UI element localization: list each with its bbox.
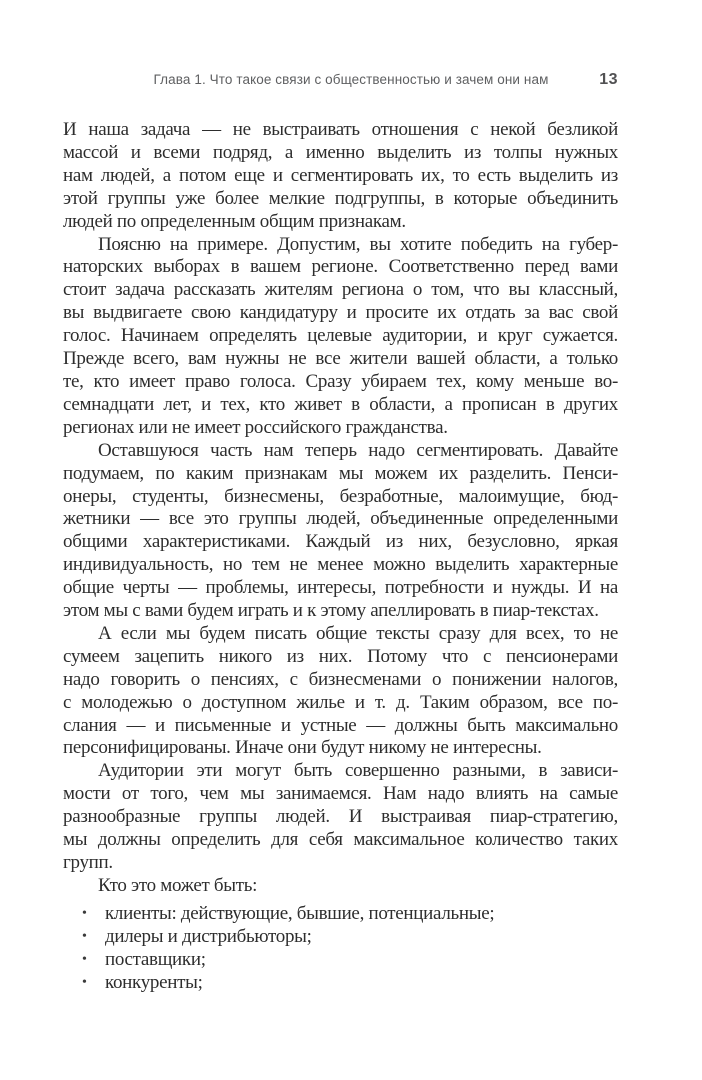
text-block [63,119,618,994]
list-item [63,972,618,995]
paragraph [63,760,618,875]
text-line: общими характеристиками. Каждый из них, безусловно, яркая [63,531,618,553]
list-item-text: поставщики; [105,948,206,970]
text-line: надо говорить о пенсиях, с бизнесменами о понижении налогов, [63,668,618,690]
text-line: групп. [63,852,113,873]
bullet-list [63,903,618,995]
list-item [63,926,618,949]
text-line: Аудитории эти могут быть совершенно разными, в зависи- [98,760,618,782]
text-line: вы выдвигаете свою кандидатуру и просите их отдать за вас свой [63,302,618,324]
paragraph [63,875,618,898]
text-line: людей по определенным общим признакам. [63,210,406,232]
text-line: семнадцати лет, и тех, кто живет в области, а прописан в других [63,393,618,415]
list-item-text: дилеры и дистрибьюторы; [105,925,312,947]
text-line: персонифицированы. Иначе они будут никому не интересны. [63,737,542,759]
text-line: А если мы будем писать общие тексты сразу для всех, то не [98,622,618,644]
text-line: разнообразные группы людей. И выстраивая пиар-стратегию, [63,806,618,828]
page-header [0,0,702,100]
bullet-icon: • [82,905,87,921]
text-line: мы должны определить для себя максимальное количество таких [63,829,618,851]
text-line: мости от того, чем мы занимаемся. Нам надо влиять на самые [63,783,618,805]
paragraph [63,234,618,440]
list-item-text: конкуренты; [105,971,203,993]
text-line: Кто это может быть: [98,874,258,896]
text-line: этом мы с вами будем играть и к этому апеллировать в пиар-текстах. [63,600,599,622]
text-line: подумаем, по каким признакам мы можем их разделить. Пенси- [63,462,618,484]
list-item [63,903,618,926]
text-line: голос. Начинаем определять целевые аудитории, и круг сужается. [63,325,618,347]
text-line: те, кто имеет право голоса. Сразу убираем тех, кому меньше во- [63,370,618,392]
list-item-text: клиенты: действующие, бывшие, потенциальные; [105,902,495,924]
text-line: массой и всеми подряд, а именно выделить из толпы нужных [63,141,618,163]
text-line: Поясню на примере. Допустим, вы хотите победить на губер- [98,233,618,255]
text-line: Прежде всего, вам нужны не все жители вашей области, а только [63,348,618,370]
text-line: с молодежью о доступном жилье и т. д. Таким образом, все по- [63,691,618,713]
text-line: нам людей, а потом еще и сегментировать их, то есть выделить из [63,164,618,186]
text-line: стоит задача рассказать жителям региона о том, что вы классный, [63,279,618,301]
list-item [63,949,618,972]
bullet-icon: • [82,951,87,967]
text-line: слания — и письменные и устные — должны быть максимально [63,714,618,736]
text-line: онеры, студенты, бизнесмены, безработные, малоимущие, бюд- [63,485,618,507]
running-title: Глава 1. Что такое связи с общественностью и зачем они нам [153,72,549,87]
text-line: общие черты — проблемы, интересы, потребности и нужды. И на [63,577,618,599]
text-line: жетники — все это группы людей, объединенные определенными [63,508,618,530]
text-line: И наша задача — не выстраивать отношения с некой безликой [63,119,618,140]
paragraph [63,623,618,760]
text-line: этой группы уже более мелкие подгруппы, в которые объединить [63,187,618,209]
paragraph [63,119,618,234]
text-line: регионах или не имеет российского гражданства. [63,416,448,438]
bullet-icon: • [82,928,87,944]
paragraph [63,440,618,623]
text-line: наторских выборах в вашем регионе. Соответственно перед вами [63,256,618,278]
page-number: 13 [599,71,618,88]
text-line: Оставшуюся часть нам теперь надо сегментировать. Давайте [98,439,618,461]
text-line: индивидуальность, но тем не менее можно выделить характерные [63,554,618,576]
text-line: сумеем зацепить никого из них. Потому что с пенсионерами [63,645,618,667]
bullet-icon: • [82,974,87,990]
